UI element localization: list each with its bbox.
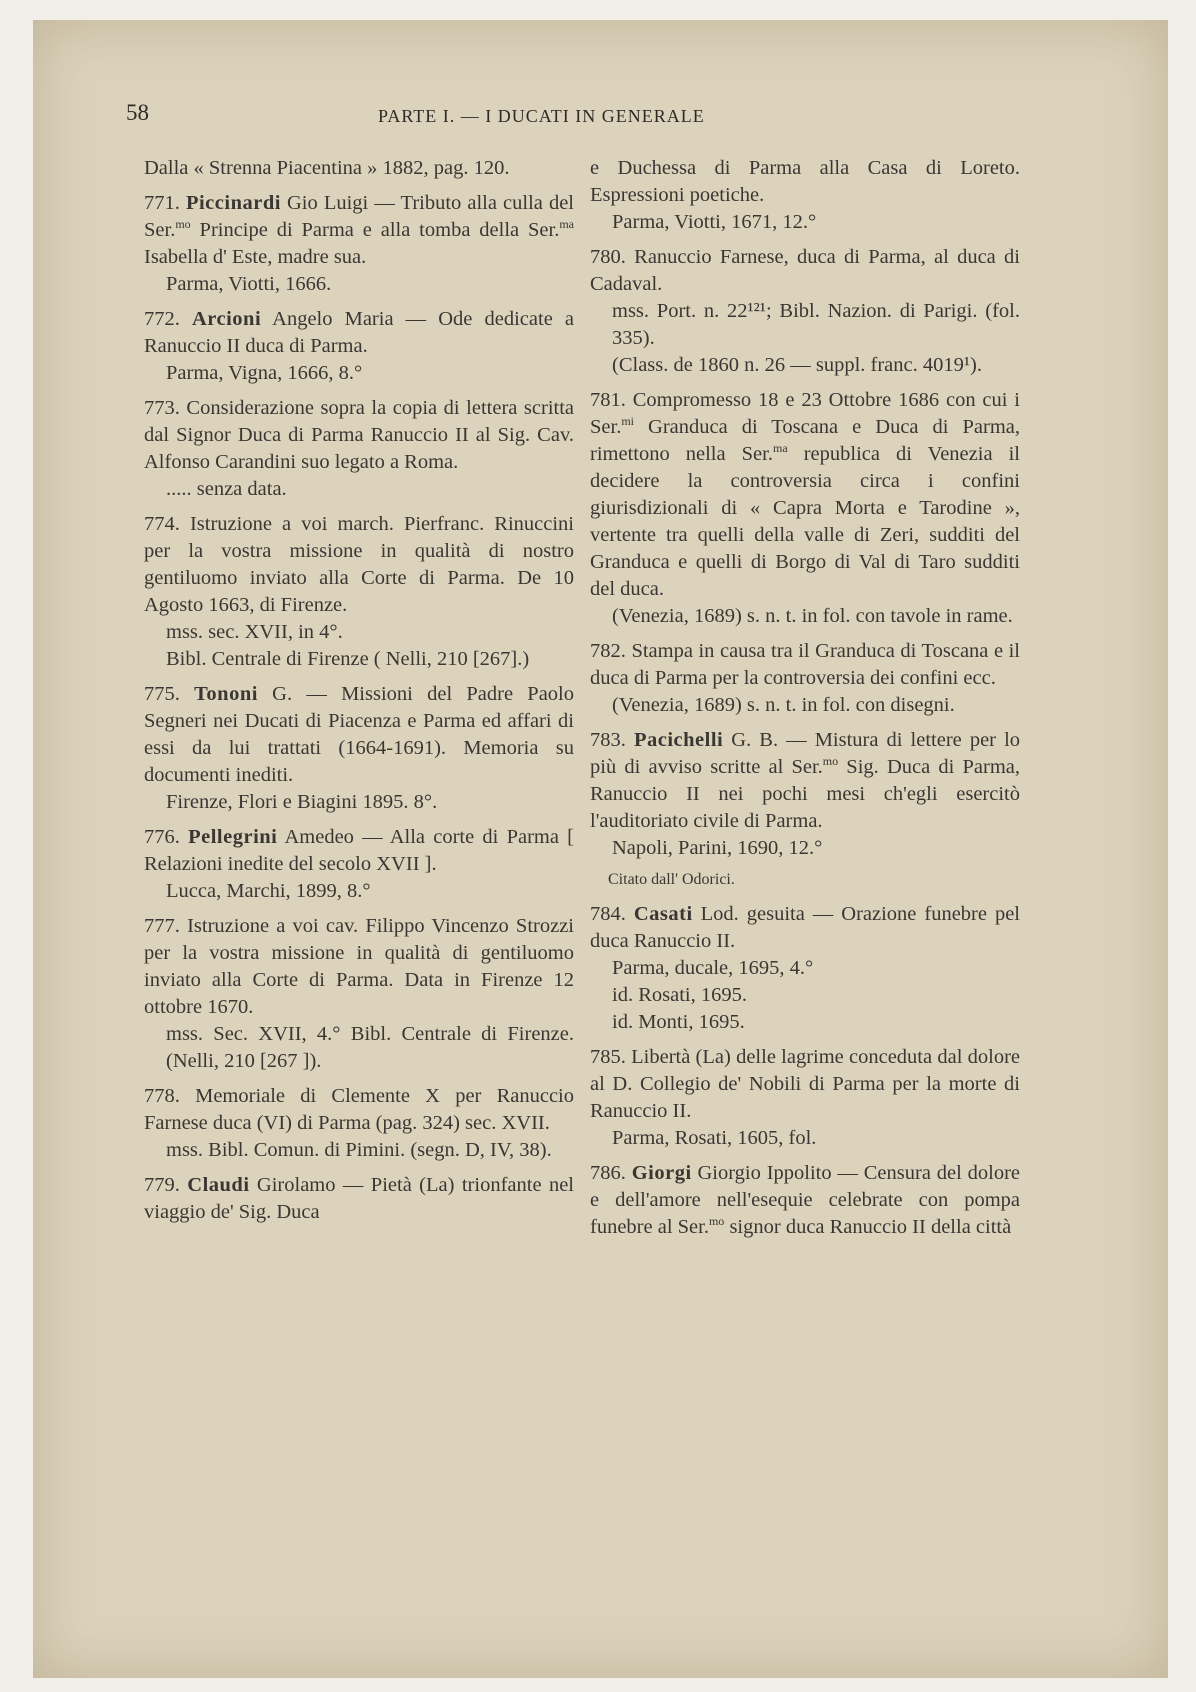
- imprint-line: Bibl. Centrale di Firenze ( Nelli, 210 [267].): [166, 648, 530, 670]
- imprint-line: mss. sec. XVII, in 4°.: [166, 621, 343, 643]
- imprint-line: Parma, Viotti, 1666.: [166, 273, 332, 295]
- entry-title-cont: Sig. Duca di Parma, Ranuccio II nei pochi mesi ch'egli esercitò l'auditoriato civile di Parma.: [590, 756, 1020, 832]
- entry-title-cont: republica di Venezia il decidere la controversia circa i confini giurisdizionali di « Capra Morta e Tarodine », vertente tra quelli della valle di Zeri, sudditi del Granduca e quelli di Borgo di Val di Taro sudditi del duca.: [590, 443, 1020, 600]
- entry-number: 782.: [590, 640, 626, 662]
- entry-title: G. B. — Mistura di lettere per lo più di avviso scritte al Ser.: [590, 729, 1021, 778]
- imprint-line: mss. Port. n. 22¹²¹; Bibl. Nazion. di Parigi. (fol. 335).: [612, 300, 1020, 349]
- bibliography-entry: [590, 727, 1020, 893]
- entry-number: 783.: [590, 729, 626, 751]
- imprint-line: mss. Sec. XVII, 4.° Bibl. Centrale di Firenze. (Nelli, 210 [267 ]).: [166, 1023, 574, 1072]
- entry-author: Casati: [633, 903, 693, 925]
- entry-text: [144, 824, 574, 878]
- imprint-line: e Duchessa di Parma alla Casa di Loreto. Espressioni poetiche.: [590, 157, 1020, 206]
- entry-number: 777.: [144, 915, 180, 937]
- entry-number: 775.: [144, 683, 180, 705]
- entry-number: 781.: [590, 389, 626, 411]
- superscript: mo: [708, 1214, 725, 1229]
- entry-author: Claudi: [187, 1174, 250, 1196]
- imprint-line: Dalla « Strenna Piacentina » 1882, pag. 120.: [144, 157, 510, 179]
- imprint-line: ..... senza data.: [166, 478, 287, 500]
- right-column: [590, 155, 1020, 1249]
- entry-number: 773.: [144, 397, 180, 419]
- bibliography-entry: [144, 395, 574, 503]
- bibliography-entry: [144, 306, 574, 387]
- entry-title-cont: Isabella d' Este, madre sua.: [144, 246, 367, 268]
- citation-note: Citato dall' Odorici.: [608, 871, 735, 888]
- bibliography-entry: [144, 824, 574, 905]
- imprint-line: id. Monti, 1695.: [612, 1011, 745, 1033]
- entry-author: Pacichelli: [633, 729, 724, 751]
- entry-title: Compromesso 18 e 23 Ottobre 1686 con cui i Ser.: [590, 389, 1021, 438]
- entry-title: Memoriale di Clemente X per Ranuccio Farnese duca (VI) di Parma (pag. 324) sec. XVII.: [144, 1085, 574, 1134]
- entry-text: [144, 511, 574, 619]
- entry-text: [590, 727, 1020, 835]
- imprint-line: id. Rosati, 1695.: [612, 984, 747, 1006]
- bibliography-entry: [590, 638, 1020, 719]
- entry-author: Arcioni: [191, 308, 262, 330]
- bibliography-entry: [144, 155, 574, 182]
- imprint-line: mss. Bibl. Comun. di Pimini. (segn. D, IV, 38).: [166, 1139, 552, 1161]
- superscript: ma: [559, 217, 574, 232]
- bibliography-entry: [144, 1083, 574, 1164]
- imprint-line: Parma, Rosati, 1605, fol.: [612, 1127, 817, 1149]
- entry-number: 772.: [144, 308, 180, 330]
- bibliography-entry: [590, 244, 1020, 379]
- bibliography-entry: [590, 1044, 1020, 1152]
- entry-number: 784.: [590, 903, 626, 925]
- entry-author: Giorgi: [631, 1162, 692, 1184]
- entry-number: 786.: [590, 1162, 626, 1184]
- bibliography-entry: [144, 511, 574, 673]
- page-number: 58: [126, 100, 149, 125]
- bibliography-entry: [144, 1172, 574, 1226]
- bibliography-entry: [144, 913, 574, 1075]
- left-column: [144, 155, 574, 1234]
- entry-number: 779.: [144, 1174, 180, 1196]
- bibliography-entry: [590, 387, 1020, 630]
- superscript: ma: [772, 441, 788, 456]
- entry-title: Libertà (La) delle lagrime conceduta dal dolore al D. Collegio de' Nobili di Parma per la morte di Ranuccio II.: [590, 1046, 1021, 1122]
- imprint-line: Parma, ducale, 1695, 4.°: [612, 957, 814, 979]
- bibliography-entry: [590, 155, 1020, 236]
- bibliography-entry: [590, 1160, 1020, 1241]
- entry-text: [590, 1160, 1020, 1241]
- entry-title: Angelo Maria — Ode dedicate a Ranuccio II duca di Parma.: [144, 308, 574, 357]
- entry-text: [144, 681, 574, 789]
- entry-text: [144, 913, 574, 1021]
- imprint-line: Napoli, Parini, 1690, 12.°: [612, 837, 823, 859]
- entry-number: 778.: [144, 1085, 180, 1107]
- entry-text: [590, 638, 1020, 692]
- entry-title-cont: Granduca di Toscana e Duca di Parma, rimettono nella Ser.: [590, 416, 1020, 465]
- entry-number: 785.: [590, 1046, 626, 1068]
- entry-title: Istruzione a voi march. Pierfranc. Rinuccini per la vostra missione in qualità di nostro gentiluomo inviato alla Corte di Parma. De 10 Agosto 1663, di Firenze.: [144, 513, 574, 616]
- entry-title: Lod. gesuita — Orazione funebre pel duca Ranuccio II.: [590, 903, 1021, 952]
- entry-title: Gio Luigi — Tributo alla culla del Ser.: [144, 192, 574, 241]
- entry-text: [144, 1172, 574, 1226]
- bibliography-entry: [590, 901, 1020, 1036]
- entry-text: [590, 901, 1020, 955]
- entry-text: [590, 1044, 1020, 1125]
- imprint-line: (Class. de 1860 n. 26 — suppl. franc. 4019¹).: [612, 354, 982, 376]
- entry-number: 771.: [144, 192, 180, 214]
- imprint-line: Parma, Viotti, 1671, 12.°: [612, 211, 817, 233]
- superscript: mo: [175, 217, 191, 232]
- imprint-line: (Venezia, 1689) s. n. t. in fol. con tavole in rame.: [612, 605, 1013, 627]
- entry-number: 774.: [144, 513, 180, 535]
- scanned-page: [33, 20, 1168, 1678]
- running-title: PARTE I. — I DUCATI IN GENERALE: [378, 106, 705, 126]
- entry-text: [144, 190, 574, 271]
- imprint-line: Parma, Vigna, 1666, 8.°: [166, 362, 363, 384]
- entry-text: [144, 395, 574, 476]
- entry-number: 776.: [144, 826, 180, 848]
- entry-number: 780.: [590, 246, 626, 268]
- entry-title: Girolamo — Pietà (La) trionfante nel viaggio de' Sig. Duca: [144, 1174, 574, 1223]
- bibliography-entry: [144, 681, 574, 816]
- entry-text: [590, 244, 1020, 298]
- superscript: mi: [621, 414, 634, 429]
- entry-title-cont: Principe di Parma e alla tomba della Ser.: [190, 219, 560, 241]
- entry-author: Tononi: [194, 683, 258, 705]
- entry-author: Piccinardi: [185, 192, 281, 214]
- entry-title: Ranuccio Farnese, duca di Parma, al duca di Cadaval.: [590, 246, 1020, 295]
- entry-title: Giorgio Ippolito — Censura del dolore e dell'amore nell'esequie celebrate con pompa funebre al Ser.: [590, 1162, 1021, 1238]
- superscript: mo: [822, 754, 839, 769]
- imprint-line: (Venezia, 1689) s. n. t. in fol. con disegni.: [612, 694, 955, 716]
- bibliography-entry: [144, 190, 574, 298]
- imprint-line: Firenze, Flori e Biagini 1895. 8°.: [166, 791, 438, 813]
- entry-text: [144, 306, 574, 360]
- entry-author: Pellegrini: [188, 826, 278, 848]
- entry-title: Amedeo — Alla corte di Parma [ Relazioni inedite del secolo XVII ].: [144, 826, 575, 875]
- entry-text: [144, 1083, 574, 1137]
- entry-text: [590, 387, 1020, 603]
- entry-title: Istruzione a voi cav. Filippo Vincenzo Strozzi per la vostra missione in qualità di gentiluomo inviato alla Corte di Parma. Data in Firenze 12 ottobre 1670.: [144, 915, 574, 1018]
- entry-title: G. — Missioni del Padre Paolo Segneri nei Ducati di Piacenza e Parma ed affari di essi da lui trattati (1664-1691). Memoria su documenti inediti.: [144, 683, 574, 786]
- imprint-line: Lucca, Marchi, 1899, 8.°: [166, 880, 371, 902]
- entry-title: Stampa in causa tra il Granduca di Toscana e il duca di Parma per la controversia dei confini ecc.: [590, 640, 1020, 689]
- entry-title: Considerazione sopra la copia di lettera scritta dal Signor Duca di Parma Ranuccio II al Sig. Cav. Alfonso Carandini suo legato a Roma.: [144, 397, 574, 473]
- entry-title-cont: signor duca Ranuccio II della città: [724, 1216, 1012, 1238]
